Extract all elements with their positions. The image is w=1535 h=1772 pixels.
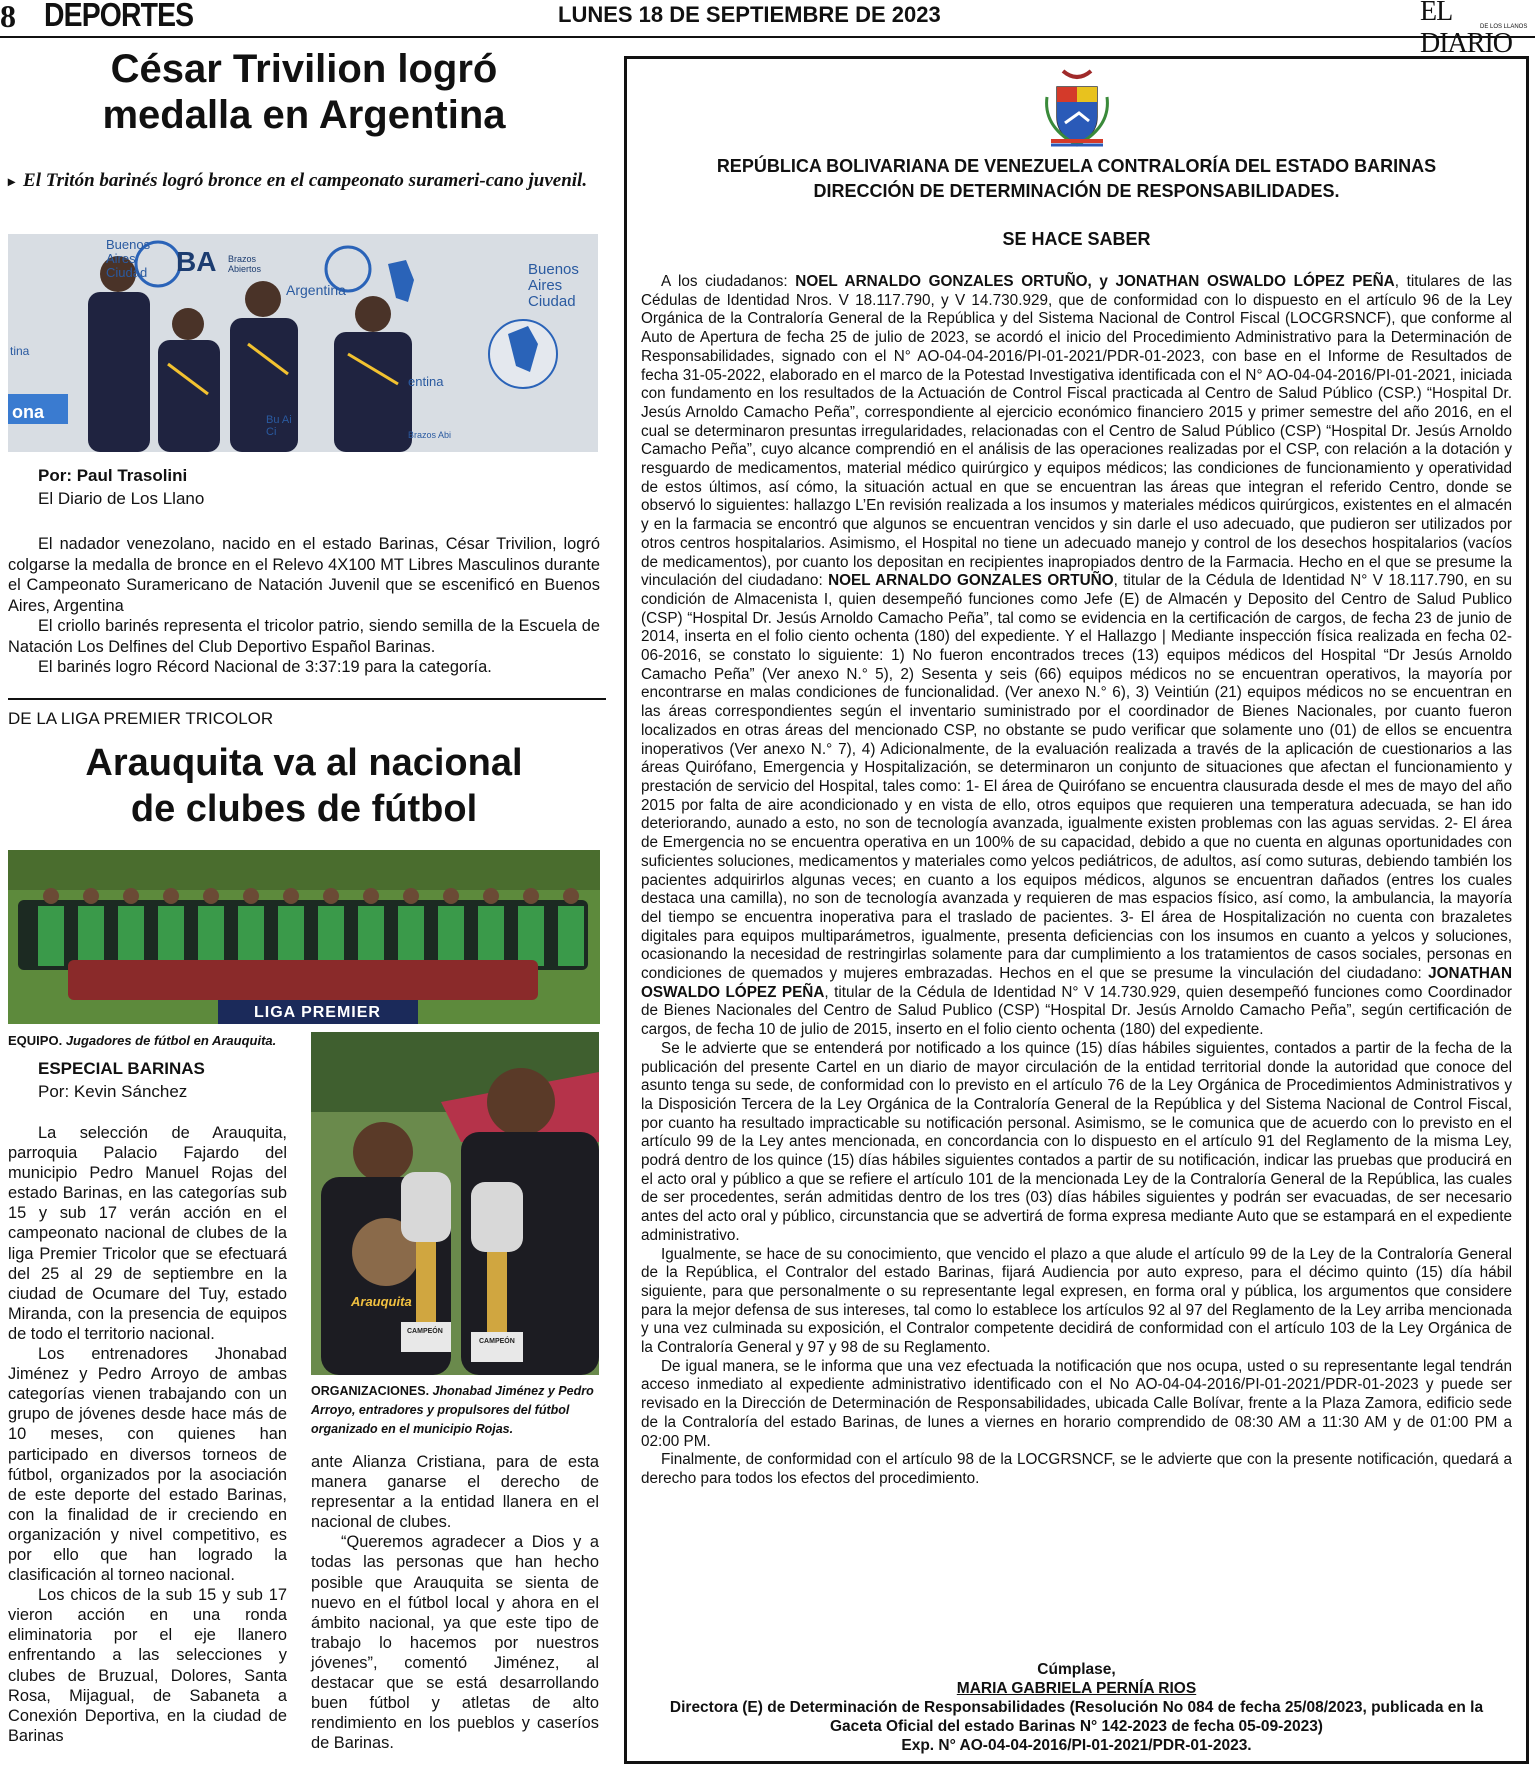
notice-text: , titular de la Cédula de Identidad N° V 18.117.790, en su condición de Almacenista I, quien desempeñó funciones como Jefe (E) de Almacén y Deposito del Centro de Salud Publico (CSP) “Hospital Dr. Jesús Arnoldo Camacho Peña”, tal como se evidencia en la certificación de cargos, de fecha 23 de junio de 2014, inserta en el folio ciento ochenta (180) del expediente. Y el Hallazgo | Mediante inspección física realizada en fecha 02-06-2016, se constato lo siguiente: 1) No fueron encontrados treces (13) equipos médicos del Hospital “Dr Jesús Arnoldo Camacho Peña” (Ver anexo N.° 5), 2) Sesenta y seis (66) equipos médicos no se encuentran operativos, la mayoría por encontrarse en malas condiciones de funcionalidad. (Ver anexo N.° 6), 3) Veintiún (21) equipos médicos no se encuentran en las áreas correspondientes según el inventario suministrado por el coordinador de Bienes Nacionales, por cuanto fueron localizados en otras áreas del mencionado CSP, no obstante se pudo verificar que solamente uno (01) de ellos se encuentra inoperativos (Ver anexo N.° 7), 4) Adicionalmente, de la evaluación realizada a través de la aplicación de cuestionarios a las áreas Quirófano, Emergencia y Hospitalización, se determinaron un conjunto de situaciones que afectan el funcionamiento y prestación de servicio del Hospital, tales como: 1- El área de Quirófano se encuentra clausurada desde el mes de mayo del año 2015 por falta de aire acondicionado y en vista de ello, otros equipos que requieren una temperatura adecuada, se han ido deteriorando, aunado a esto, no son de tecnología avanzada, igualmente existen problemas con las aguas servidas. 2- El área de Emergencia no se encuentra operativa en un 100% de su capacidad, debido a que no cuenta en algunas oportunidades con suficientes soluciones, medicamentos y materiales como yelcos pediátricos, de adultos, así como suturas, debiendo también los pacientes adquirirlos algunas veces; en cuanto a los equipos médicos, algunos se encuentran dañados (entres los cuales destaca una camilla), no son de tecnología avanzada y requieren de mas espacios físico, así como, la ambulancia, la mayoría del tiempo se encuentra inoperativa para el traslado de pacientes. 3- El área de Hospitalización no cuenta con brazaletes digitales para equipos multiparámetros, igualmente, presenta deficiencias con los insumos en cuanto a yelcos y soluciones, ocasionando la necesidad de restringirlas solamente para dar cumplimiento a los tratamientos de casos sociales, personas en condiciones de quemados y mujeres embrazadas. Hechos en el que se presume la vinculación del ciudadano: — [641, 572, 1512, 983]
article1-headline-line2: medalla en Argentina — [102, 93, 506, 137]
article2-headline-line2: de clubes de fútbol — [130, 788, 478, 830]
signature-line1: Cúmplase, — [1037, 1661, 1116, 1678]
article1-paragraph: El barinés logro Récord Nacional de 3:37:19 para la categoría. — [38, 658, 492, 676]
article2-paragraph: La selección de Arauquita, parroquia Palacio Fajardo del municipio Pedro Manuel Rojas del estado Barinas, en las categorías sub 15 y sub 17 verán acción en el campeonato nacional de clubes de la liga Premier Tricolor que se efectuará del 25 al 29 de septiembre en la ciudad de Ocumare del Tuy, estado Miranda, con la presencia de equipos de todo el territorio nacional. — [8, 1124, 287, 1343]
trophy-label: CAMPEÓN — [407, 1328, 443, 1335]
article1-headline-line1: César Trivilion logró — [110, 47, 498, 91]
article1-headline[interactable] — [8, 46, 600, 138]
caption-text: Jhonabad Jiménez y Pedro Arroyo, entradores y propulsores del fútbol organizado en el municipio Rojas. — [311, 1384, 594, 1436]
article1-paragraph: El nadador venezolano, nacido en el estado Barinas, César Trivilion, logró colgarse la medalla de bronce en el Relevo 4X100 MT Libres Masculinos durante el Campeonato Suramericano de Natación Juvenil que se escenificó en Buenos Aires, Argentina — [8, 535, 600, 615]
team-photo-graphic — [8, 850, 600, 1024]
article2-column2 — [311, 1452, 599, 1753]
notice-title-line2: DIRECCIÓN DE DETERMINACIÓN DE RESPONSABILIDADES. — [813, 181, 1340, 201]
caption-label: EQUIPO. — [8, 1033, 63, 1048]
article1-body — [8, 534, 600, 678]
coat-of-arms-icon — [1043, 67, 1111, 147]
coaches-photo-graphic — [311, 1032, 599, 1375]
shirt-text: Arauquita — [351, 1294, 412, 1309]
article2-column1 — [8, 1123, 287, 1746]
photo-text: ona — [12, 402, 45, 422]
photo-text: BA — [176, 246, 217, 277]
notice-name-noel: NOEL ARNALDO GONZALES ORTUÑO — [828, 572, 1114, 590]
page-number: 8 — [0, 0, 16, 34]
article1-outlet: El Diario de Los Llano — [38, 489, 205, 508]
bullet-arrow-icon: ▸ — [8, 175, 16, 190]
photo-text: Buenos Aires Ciudad — [106, 237, 151, 280]
photo-text: Brazos Abiertos — [228, 254, 262, 274]
trophy-label: CAMPEÓN — [479, 1338, 515, 1345]
photo-text: Buenos Aires Ciudad — [528, 261, 579, 310]
photo-text: Brazos Abi — [408, 430, 452, 440]
team-photo[interactable] — [8, 850, 600, 1024]
notice-body — [641, 273, 1512, 1489]
signatory-title: Directora (E) de Determinación de Responsabilidades (Resolución No 084 de fecha 25/08/2023, publicada en la Gaceta Oficial del estado Barinas N° 142-2023 de fecha 05-09-2023) — [669, 1699, 1484, 1735]
coaches-trophy-photo[interactable] — [311, 1032, 599, 1375]
article2-paragraph: Los entrenadores Jhonabad Jiménez y Pedro Arroyo de ambas categorías vienen trabajando con un grupo de jóvenes desde hace más de 10 meses, con quienes han participado en diversos torneos de fútbol, organizados por la asociación de este deporte del estado Barinas, con la finalidad de ir creciendo en organización y nivel competitivo, es por ello que han logrado la clasificación al torneo nacional. — [8, 1345, 287, 1585]
swimmers-photo-graphic — [8, 234, 598, 452]
photo-text: entina — [408, 374, 444, 389]
notice-intro: A los ciudadanos: — [661, 273, 796, 290]
file-number: Exp. N° AO-04-04-2016/PI-01-2021/PDR-01-2023. — [901, 1737, 1252, 1754]
article1-byline: Por: Paul Trasolini — [38, 466, 188, 485]
article1-paragraph: El criollo barinés representa el tricolor patrio, siendo semilla de la Escuela de Natación Los Delfines del Club Deportivo Español Barinas. — [8, 617, 600, 656]
special-label: ESPECIAL BARINAS — [38, 1059, 205, 1078]
article1-summary-text: El Tritón barinés logró bronce en el campeonato surameri-cano juvenil. — [23, 170, 588, 191]
notice-paragraph: De igual manera, se le informa que una vez efectuada la notificación que nos ocupa, usted o su representante legal tendrán acceso inmediato al expediente administrativo identificado con el No AO-04-04-2016/PI-01-2021/PDR-01-2023 y puede ser revisado en la Dirección de Determinación de Responsabilidades, ubicada Calle Bolívar, frente a la Plaza Zamora, edificio sede de la Contraloría del estado Barinas, de lunes a viernes en horario comprendido de 08:30 AM a 11:30 AM y de 01:00 PM a 02:00 PM. — [641, 1357, 1512, 1450]
article2-byline: Por: Kevin Sánchez — [38, 1082, 188, 1101]
signatory-name: MARIA GABRIELA PERNÍA RIOS — [956, 1680, 1197, 1697]
article2-paragraph: ante Alianza Cristiana, para de esta manera ganarse el derecho de representar a la entidad llanera en el nacional de clubes. — [311, 1453, 599, 1532]
article2-headline-line1: Arauquita va al nacional — [85, 742, 523, 784]
team-banner-text: LIGA PREMIER — [254, 1004, 381, 1021]
coaches-photo-caption — [311, 1382, 601, 1439]
notice-text: , titular de la Cédula de Identidad N° V 14.730.929, quien desempeñó funciones como Coordinador de Bienes Nacionales del Centro de Salud Publico (CSP) “Hospital Dr. Jesús Arnoldo Camacho Peña”, según certificación de cargos, de fecha 10 de julio de 2015, inserto en el folio ciento ochenta (180) del expediente. — [641, 983, 1512, 1039]
notice-subtitle: SE HACE SABER — [1002, 229, 1151, 249]
swimmers-podium-photo[interactable] — [8, 234, 598, 452]
notice-text: , titulares de las Cédulas de Identidad Nros. V 18.117.790, y V 14.730.929, que de conformidad con lo dispuesto en el artículo 96 de la Ley Orgánica de la Contraloría General de la República y del Sistema Nacional de Control Fiscal (LOCGRSNCF), que conforme al Auto de Apertura de fecha 25 de julio de 2023, se acordó el inicio del Procedimiento Administrativo para la Determinación de Responsabilidades, signado con el N° AO-04-04-2016/PI-01-2021/PDR-01-2023, con base en el Informe de Resultados de fecha 31-05-2022, elaborado en el marco de la Potestad Investigativa identificada con el N° AO-04-04-2016/PI-01-2021, iniciada con fundamento en los resultados de la Actuación de Control Fiscal practicada al Centro de Salud Público (CSP.) “Hospital Dr. Jesús Arnoldo Camacho Peña”, correspondiente al ejercicio económico financiero 2015 y primer semestre del año 2016, en el cual se determinaron presuntas irregularidades, relacionadas con el Centro de Salud Público (CSP) “Hospital Dr. Jesús Arnoldo Camacho Peña”, cuyo alcance comprendió en el análisis de las operaciones realizadas por el CSP, con relación a la dotación y resguardo de medicamentos, material médico quirúrgico y equipos médicos; las condiciones de funcionamiento y operatividad de estos últimos, así cómo, la situación actual en que se encuentran las áreas que integran el referido Centro, donde se observó lo siguientes: hallazgo L’En revisión realizada a los insumos y materiales médicos quirúrgicos, existentes en el almacén y en la farmacia se encontró que algunos se encuentran vencidos y sin darle el uso adecuado, que pudieron ser utilizados por otros centros hospitalarios. Asimismo, el Hospital no tiene un adecuado manejo y control de los desechos hospitalarios (vacíos de medicamentos), por cuanto los depositan en recipientes inapropiados dentro de la Farmacia. Hecho en el que se presume la vinculación del ciudadano: — [641, 273, 1512, 590]
section-title: DEPORTES — [44, 0, 194, 33]
notice-signature — [667, 1660, 1486, 1755]
logo-main: EL DIARIO — [1420, 0, 1512, 59]
notice-paragraph: Se le advierte que se entenderá por notificado a los quince (15) días hábiles siguientes, contados a partir de la fecha de la publicación del presente Cartel en un diario de mayor circulación de la entidad territorial donde la autoridad que conoce del asunto tenga su sede, de conformidad con lo previsto en el artículo 76 de la Ley Orgánica de Procedimientos Administrativos y la Disposición Tercera de la Ley Orgánica de la Contraloría General de la República y del Sistema Nacional de Control Fiscal, por cuanto ha resultado impracticable su notificación personal. Asimismo, se le comunica que de acuerdo con lo previsto en el artículo 99 de la Ley antes mencionada, en concordancia con lo dispuesto en el artículo 91 del Reglamento de la misma Ley, podrá dentro de los quince (15) días hábiles siguientes contados a partir de su notificación, indicar las pruebas que producirá en el acto oral y público a que se refiere el artículo 101 de la mencionada Ley de la Contraloría General de la República, las cuales de ser procedentes, serán admitidas dentro de los tres (03) días hábiles siguientes y podrán ser evacuadas, de ser necesario antes del acto oral y público, circunstancia que se advertirá de forma expresa mediante Auto que se estampará en el expediente administrativo. — [641, 1039, 1512, 1244]
logo-sub: DE LOS LLANOS — [1480, 24, 1528, 30]
article2-paragraph: Los chicos de la sub 15 y sub 17 vieron acción en una ronda eliminatoria por el eje llanero enfrentando a las selecciones y clubes de Bruzual, Dolores, Santa Rosa, Mijagual, de Sabaneta a Conexión Deportiva, en la ciudad de Barinas — [8, 1586, 287, 1745]
photo-text: Argentina — [286, 282, 346, 298]
notice-names: NOEL ARNALDO GONZALES ORTUÑO, y JONATHAN OSWALDO LÓPEZ PEÑA — [795, 273, 1395, 290]
legal-notice-box — [624, 56, 1529, 1764]
article2-kicker: DE LA LIGA PREMIER TRICOLOR — [8, 709, 274, 728]
notice-paragraph: Igualmente, se hace de su conocimiento, que vencido el plazo a que alude el artículo 99 de la Ley de la Contraloría General de la República, el Contralor del estado Barinas, fijará Audiencia por auto expreso, para el décimo quinto (15) día hábil siguiente, para que personalmente o su representante legal expresen, en forma oral y pública, los argumentos que considere para la mejor defensa de sus intereses, tal como lo establece los artículos 92 al 97 del Reglamento de la Ley arriba mencionada y una vez culminada su exposición, el Contralor competente decidirá de conformidad con el artículo 103 de la Ley Orgánica de la Contraloría General y 97 y 98 de su Reglamento. — [641, 1245, 1512, 1357]
notice-paragraph: Finalmente, de conformidad con el artículo 98 de la LOCGRSNCF, se le advierte que con la presente notificación, quedará a derecho para todos los efectos del procedimiento. — [641, 1451, 1512, 1487]
article2-headline[interactable] — [8, 740, 600, 832]
notice-paragraph — [641, 273, 1512, 1040]
notice-title — [627, 154, 1526, 204]
caption-text: Jugadores de fútbol en Arauquita. — [65, 1033, 277, 1048]
photo-text: tina — [10, 344, 30, 358]
photo-text: Bu Ai Ci — [266, 414, 292, 438]
caption-label: ORGANIZACIONES. — [311, 1384, 430, 1398]
page-header — [0, 0, 1535, 59]
article2-paragraph: “Queremos agradecer a Dios y a todas las personas que han hecho posible que Arauquita se sienta de nuevo en el fútbol local y ahora en el ámbito nacional, ya que este tipo de trabajo lo hacemos por nuestros jóvenes”, comentó Jiménez, al destacar que se está desarrollando buen fútbol y atletas de alto rendimiento en los pueblos y caseríos de Barinas. — [311, 1533, 599, 1753]
article1-summary — [8, 168, 600, 196]
newspaper-logo[interactable] — [1420, 0, 1530, 59]
notice-title-line1: REPÚBLICA BOLIVARIANA DE VENEZUELA CONTRALORÍA DEL ESTADO BARINAS — [716, 156, 1437, 176]
issue-date: LUNES 18 DE SEPTIEMBRE DE 2023 — [558, 2, 941, 27]
article-divider — [8, 698, 606, 700]
notice-name-jonathan: JONATHAN OSWALDO LÓPEZ PEÑA — [641, 965, 1512, 1001]
